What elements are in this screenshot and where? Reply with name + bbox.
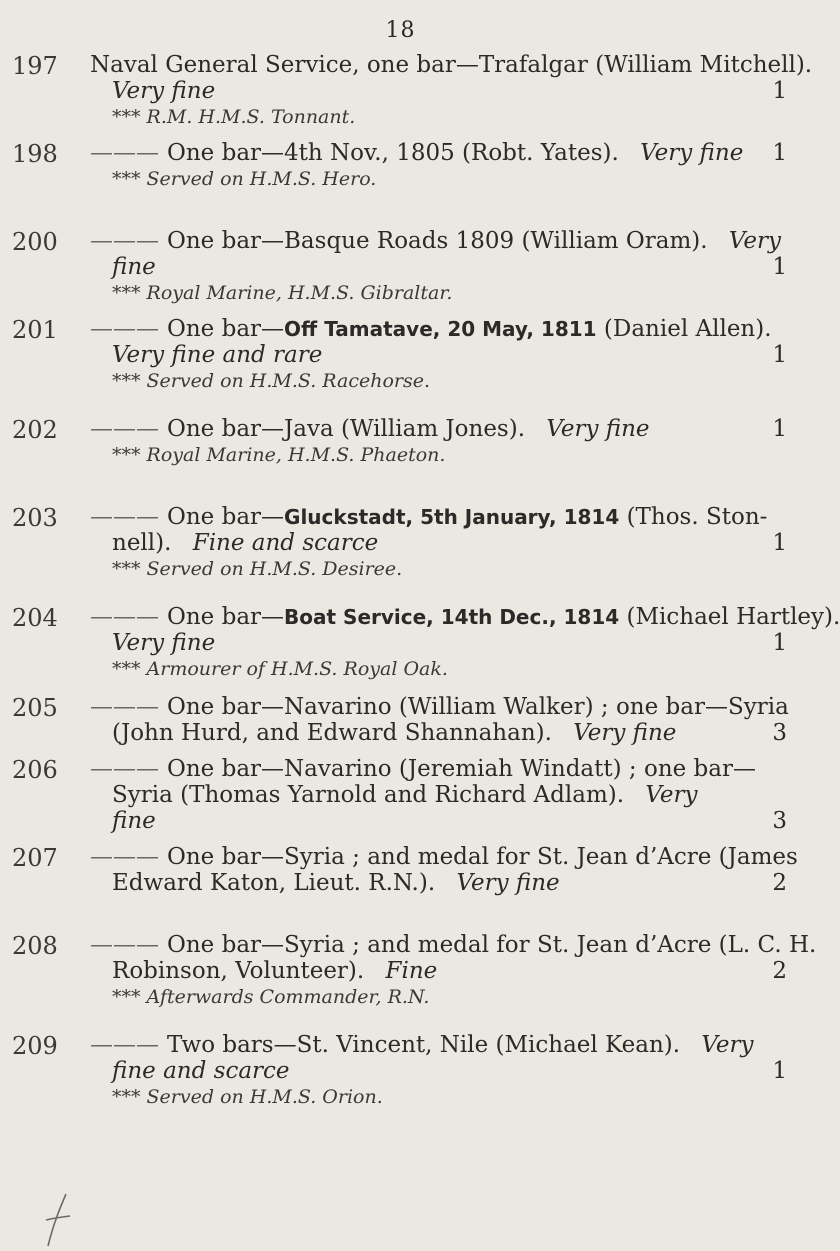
description-text: One bar—Navarino (Jeremiah Windatt) ; one bar— [167, 756, 756, 782]
ditto-dash: ——— [90, 756, 159, 782]
lot-number: 208 [12, 932, 58, 960]
lot-quantity: 3 [772, 720, 787, 746]
description-text: One bar—Syria ; and medal for St. Jean d’Acre (L. C. H. [167, 932, 817, 958]
lot-description [90, 1032, 787, 1110]
lot-number: 202 [12, 416, 58, 444]
ditto-dash: ——— [90, 140, 159, 166]
description-line [90, 52, 813, 78]
description-line [90, 782, 787, 808]
lot-description [90, 694, 787, 746]
description-line [90, 1032, 787, 1058]
ditto-dash: ——— [90, 604, 159, 630]
lot-number: 197 [12, 52, 58, 80]
description-text: Edward Katon, Lieut. R.N.). [112, 870, 436, 896]
lot-description [90, 604, 840, 682]
ditto-dash: ——— [90, 694, 159, 720]
lot-note: *** Royal Marine, H.M.S. Gibraltar. [112, 282, 453, 304]
lot-quantity: 1 [772, 630, 787, 656]
lot-note: *** Royal Marine, H.M.S. Phaeton. [112, 444, 446, 466]
ditto-dash: ——— [90, 1032, 159, 1058]
description-line [90, 78, 787, 104]
lot-description [90, 932, 817, 1010]
description-text: (Daniel Allen). [596, 316, 772, 342]
lot-description [90, 416, 787, 468]
lot-note: *** Served on H.M.S. Racehorse. [112, 370, 431, 392]
clasp-name: Boat Service, 14th Dec., 1814 [284, 605, 620, 629]
description-text: One bar— [167, 316, 285, 342]
lot-number: 204 [12, 604, 58, 632]
description-text: (Michael Hartley). [619, 604, 840, 630]
description-text: One bar—4th Nov., 1805 (Robt. Yates). [167, 140, 619, 166]
description-line [90, 808, 787, 834]
condition-grade: Very fine [565, 720, 677, 746]
lot-quantity: 1 [772, 1058, 787, 1084]
description-line [90, 870, 787, 896]
condition-grade: Very fine [449, 870, 560, 896]
lot-note: *** Served on H.M.S. Desiree. [112, 558, 403, 580]
condition-grade: fine and scarce [112, 1058, 290, 1084]
condition-grade: Very [638, 782, 698, 808]
description-line [90, 1058, 787, 1084]
description-text: One bar—Java (William Jones). [167, 416, 526, 442]
description-line [90, 694, 787, 720]
lot-note: *** R.M. H.M.S. Tonnant. [112, 106, 356, 128]
condition-grade: Fine [378, 958, 438, 984]
description-text: (John Hurd, and Edward Shannahan). [112, 720, 552, 746]
lot-description [90, 844, 798, 896]
lot-description [90, 756, 787, 834]
ditto-dash: ——— [90, 504, 159, 530]
description-line [90, 140, 787, 166]
clasp-name: Gluckstadt, 5th January, 1814 [284, 505, 620, 529]
lot-number: 209 [12, 1032, 58, 1060]
description-line [90, 316, 787, 342]
lot-description [90, 316, 787, 394]
condition-grade: fine [112, 808, 156, 834]
condition-grade: Very fine [112, 630, 216, 656]
ditto-dash: ——— [90, 932, 159, 958]
description-text: Robinson, Volunteer). [112, 958, 365, 984]
lot-quantity: 1 [772, 78, 787, 104]
lot-number: 206 [12, 756, 58, 784]
description-line [90, 416, 787, 442]
lot-note: *** Afterwards Commander, R.N. [112, 986, 430, 1008]
lot-quantity: 1 [772, 530, 787, 556]
description-text: Syria (Thomas Yarnold and Richard Adlam). [112, 782, 625, 808]
lot-number: 207 [12, 844, 58, 872]
description-line [90, 630, 787, 656]
condition-grade: Fine and scarce [185, 530, 379, 556]
lot-quantity: 1 [772, 342, 787, 368]
condition-grade: Very fine and rare [112, 342, 323, 368]
condition-grade: Very fine [539, 416, 650, 442]
lot-quantity: 2 [772, 958, 787, 984]
description-line [90, 604, 840, 630]
pencil-mark [38, 1190, 78, 1250]
lot-description [90, 504, 787, 582]
description-line [90, 756, 787, 782]
lot-number: 200 [12, 228, 58, 256]
description-line [90, 720, 787, 746]
lot-description [90, 228, 787, 306]
condition-grade: Very fine [632, 140, 744, 166]
description-text: One bar—Basque Roads 1809 (William Oram). [167, 228, 708, 254]
description-text: Two bars—St. Vincent, Nile (Michael Kean). [167, 1032, 681, 1058]
lot-quantity: 3 [772, 808, 787, 834]
lot-note: *** Armourer of H.M.S. Royal Oak. [112, 658, 448, 680]
lot-quantity: 2 [772, 870, 787, 896]
lot-number: 203 [12, 504, 58, 532]
lot-quantity: 1 [772, 416, 787, 442]
description-line [90, 504, 787, 530]
description-line [90, 228, 787, 254]
page-number: 18 [385, 18, 416, 43]
ditto-dash: ——— [90, 316, 159, 342]
description-line [90, 932, 817, 958]
lot-number: 198 [12, 140, 58, 168]
lot-number: 201 [12, 316, 58, 344]
description-line [90, 958, 787, 984]
description-text: One bar—Syria ; and medal for St. Jean d’Acre (James [167, 844, 798, 870]
lot-description [90, 140, 787, 192]
ditto-dash: ——— [90, 416, 159, 442]
description-text: nell). [112, 530, 172, 556]
description-line [90, 530, 787, 556]
condition-grade: Very [721, 228, 782, 254]
lot-description [90, 52, 813, 130]
description-line [90, 844, 798, 870]
condition-grade: Very fine [112, 78, 216, 104]
lot-note: *** Served on H.M.S. Hero. [112, 168, 377, 190]
lot-quantity: 1 [772, 140, 787, 166]
description-text: (Thos. Ston- [619, 504, 768, 530]
description-line [90, 342, 787, 368]
description-text: Naval General Service, one bar—Trafalgar (William Mitchell). [90, 52, 813, 78]
description-text: One bar—Navarino (William Walker) ; one bar—Syria [167, 694, 789, 720]
description-text: One bar— [167, 504, 285, 530]
lot-quantity: 1 [772, 254, 787, 280]
ditto-dash: ——— [90, 844, 159, 870]
condition-grade: Very [694, 1032, 754, 1058]
ditto-dash: ——— [90, 228, 159, 254]
condition-grade: fine [112, 254, 156, 280]
description-text: One bar— [167, 604, 285, 630]
description-line [90, 254, 787, 280]
lot-number: 205 [12, 694, 58, 722]
clasp-name: Off Tamatave, 20 May, 1811 [284, 317, 597, 341]
lot-note: *** Served on H.M.S. Orion. [112, 1086, 383, 1108]
